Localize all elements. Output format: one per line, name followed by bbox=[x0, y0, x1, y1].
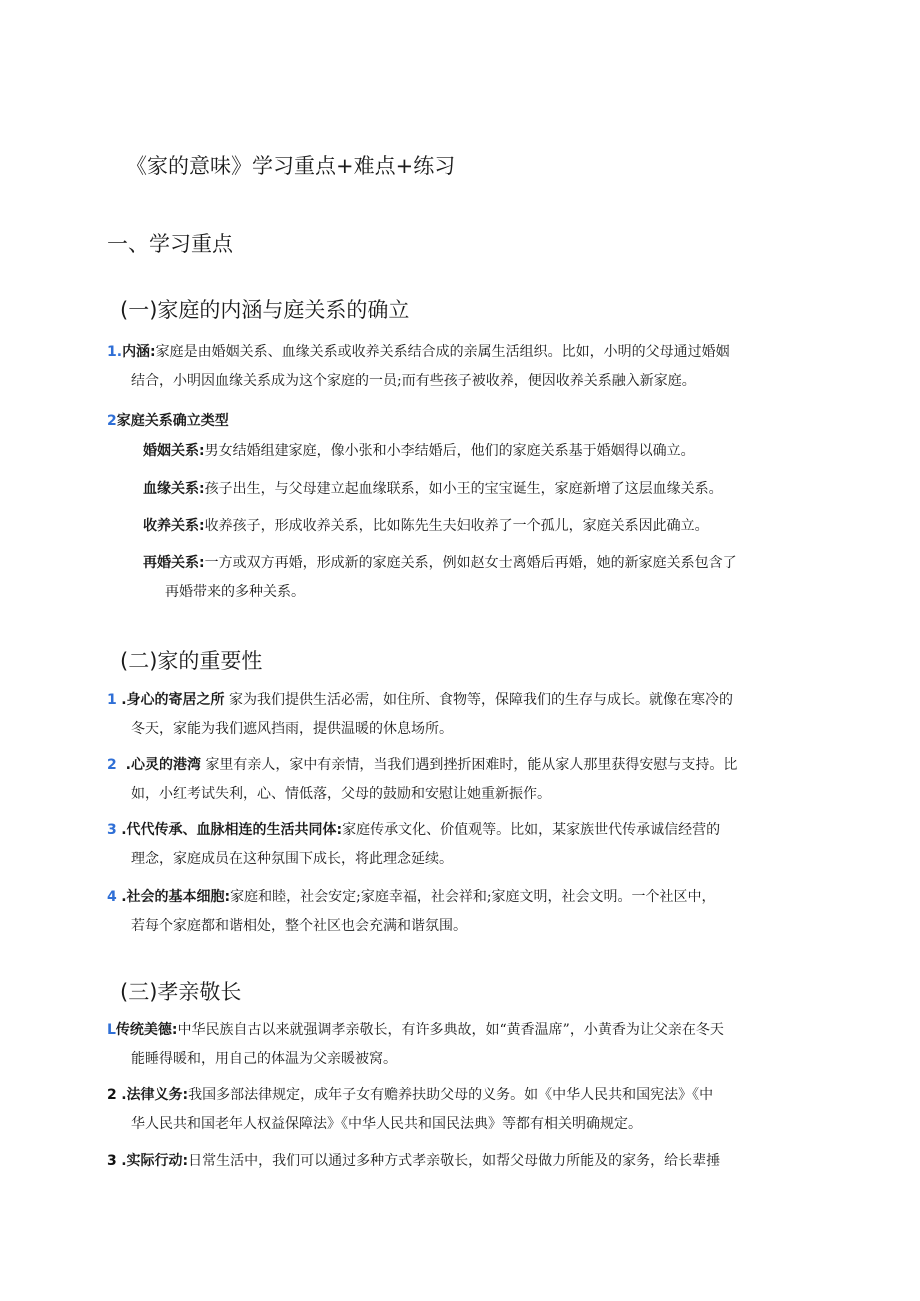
importance-item-3 bbox=[107, 816, 807, 874]
item-text-line2: 能睡得暖和，用自己的体温为父亲暖被窝。 bbox=[131, 1051, 397, 1067]
item-text-line2: 若每个家庭都和谐相处，整个社区也会充满和谐氛围。 bbox=[131, 918, 467, 934]
item-label: .身心的寄居之所 bbox=[121, 692, 225, 708]
section-heading-study-focus: 一、学习重点 bbox=[107, 232, 233, 256]
item-number: 2 bbox=[107, 757, 117, 773]
item-text-line1: 我国多部法律规定，成年子女有赡养扶助父母的义务。如《中华人民共和国宪法》《中 bbox=[188, 1087, 714, 1103]
item-number: L bbox=[107, 1022, 116, 1038]
subsection-heading-filial-piety: (三)孝亲敬长 bbox=[120, 980, 242, 1004]
type-text-line2: 再婚带来的多种关系。 bbox=[165, 584, 305, 600]
item-label: 内涵: bbox=[122, 344, 156, 360]
importance-item-2 bbox=[107, 751, 807, 809]
importance-item-4 bbox=[107, 883, 807, 941]
item-number: 2 bbox=[107, 413, 117, 429]
type-text: 男女结婚组建家庭，像小张和小李结婚后，他们的家庭关系基于婚姻得以确立。 bbox=[204, 443, 695, 459]
item-label: .社会的基本细胞: bbox=[121, 889, 231, 905]
paragraph-connotation bbox=[107, 338, 807, 396]
type-label: 血缘关系: bbox=[143, 481, 205, 497]
type-marriage bbox=[143, 437, 695, 466]
item-number: 3 bbox=[107, 1153, 117, 1169]
type-label: 再婚关系: bbox=[143, 555, 205, 571]
item-text-line1: 家庭是由婚姻关系、血缘关系或收养关系结合成的亲属生活组织。比如，小明的父母通过婚姻 bbox=[155, 344, 730, 360]
item-text-line1: 家庭和睦，社会安定;家庭幸福，社会祥和;家庭文明，社会文明。一个社区中， bbox=[230, 889, 716, 905]
type-text: 一方或双方再婚，形成新的家庭关系，例如赵女士离婚后再婚，她的新家庭关系包含了 bbox=[204, 555, 737, 571]
item-label: .心灵的港湾 bbox=[125, 757, 201, 773]
item-text-line2: 结合，小明因血缘关系成为这个家庭的一员;而有些孩子被收养，便因收养关系融入新家庭。 bbox=[131, 373, 696, 389]
subtitle-text: 家庭关系确立类型 bbox=[116, 413, 229, 429]
item-text-line2: 华人民共和国老年人权益保障法》《中华人民共和国民法典》等都有相关明确规定。 bbox=[131, 1116, 642, 1132]
item-label: .实际行动: bbox=[121, 1153, 189, 1169]
item-text-line1: 家为我们提供生活必需，如住所、食物等，保障我们的生存与成长。就像在寒冷的 bbox=[228, 692, 733, 708]
type-label: 婚姻关系: bbox=[143, 443, 205, 459]
item-number: 1. bbox=[107, 344, 123, 360]
filial-item-2 bbox=[107, 1081, 807, 1139]
subsection-heading-family-meaning: (一)家庭的内涵与庭关系的确立 bbox=[120, 298, 410, 322]
item-text-line2: 冬天，家能为我们遮风挡雨，提供温暖的休息场所。 bbox=[131, 721, 453, 737]
type-remarriage bbox=[143, 549, 737, 607]
item-text-line1: 家庭传承文化、价值观等。比如，某家族世代传承诚信经营的 bbox=[342, 822, 721, 838]
item-text-line1: 中华民族自古以来就强调孝亲敬长，有许多典故，如“黄香温席”，小黄香为让父亲在冬天 bbox=[177, 1022, 724, 1038]
subtitle-relationship-types bbox=[107, 410, 229, 430]
type-text: 孩子出生，与父母建立起血缘联系，如小王的宝宝诞生，家庭新增了这层血缘关系。 bbox=[204, 481, 723, 497]
item-number: 2 bbox=[107, 1087, 117, 1103]
item-label: .法律义务: bbox=[121, 1087, 189, 1103]
type-blood bbox=[143, 475, 723, 504]
item-number: 4 bbox=[107, 889, 117, 905]
type-adoption bbox=[143, 512, 709, 541]
item-number: 1 bbox=[107, 692, 117, 708]
item-number: 3 bbox=[107, 822, 117, 838]
type-text: 收养孩子，形成收养关系，比如陈先生夫妇收养了一个孤儿，家庭关系因此确立。 bbox=[204, 518, 709, 534]
filial-item-3 bbox=[107, 1147, 807, 1176]
importance-item-1 bbox=[107, 686, 807, 744]
item-label: .代代传承、血脉相连的生活共同体: bbox=[121, 822, 343, 838]
item-text-line1: 日常生活中，我们可以通过多种方式孝亲敬长，如帮父母做力所能及的家务，给长辈捶 bbox=[188, 1153, 721, 1169]
item-text-line2: 理念，家庭成员在这种氛围下成长，将此理念延续。 bbox=[131, 851, 453, 867]
type-label: 收养关系: bbox=[143, 518, 205, 534]
item-label: 传统美德: bbox=[115, 1022, 178, 1038]
subsection-heading-importance: (二)家的重要性 bbox=[120, 649, 263, 673]
filial-item-1 bbox=[107, 1016, 807, 1074]
item-text-line1: 家里有亲人，家中有亲情，当我们遇到挫折困难时，能从家人那里获得安慰与支持。比 bbox=[205, 757, 738, 773]
item-text-line2: 如，小红考试失利，心、情低落，父母的鼓励和安慰让她重新振作。 bbox=[131, 786, 551, 802]
document-title: 《家的意味》学习重点+难点+练习 bbox=[126, 154, 456, 178]
